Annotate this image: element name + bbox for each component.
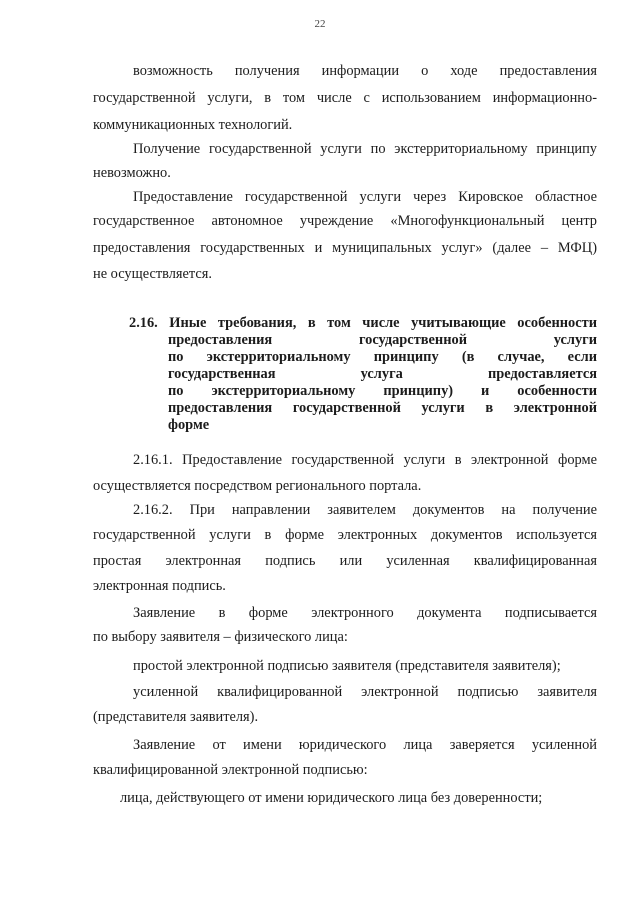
text-line: электронная подпись.: [93, 578, 226, 594]
text-line: (представителя заявителя).: [93, 709, 259, 725]
text-line: квалифицированной электронной подписью:: [93, 762, 368, 778]
text-line: Предоставление государственной услуги через Кировское областное: [133, 189, 597, 205]
text-line: лица, действующего от имени юридического лица без доверенности;: [120, 790, 543, 806]
text-line: коммуникационных технологий.: [93, 117, 293, 133]
text-line: простая электронная подпись или усиленная квалифицированная: [93, 553, 597, 569]
text-line: не осуществляется.: [93, 266, 212, 282]
text-line: усиленной квалифицированной электронной подписью заявителя: [133, 684, 597, 700]
text-line: государственной услуги в форме электронных документов используется: [93, 527, 597, 543]
page-number: 22: [314, 18, 326, 30]
text-line: Заявление от имени юридического лица заверяется усиленной: [133, 737, 597, 753]
section-heading: 2.16. Иные требования, в том числе учитывающие особенности: [129, 315, 597, 331]
text-line: 2.16.2. При направлении заявителем документов на получение: [133, 502, 597, 518]
section-heading: предоставления государственной услуги в электронной: [168, 400, 597, 416]
section-heading: по экстерриториальному принципу (в случае, если: [168, 349, 597, 365]
section-heading: форме: [168, 417, 210, 433]
text-line: государственной услуги, в том числе с использованием информационно-: [93, 90, 597, 106]
text-line: 2.16.1. Предоставление государственной услуги в электронной форме: [133, 452, 597, 468]
text-line: осуществляется посредством регионального портала.: [93, 478, 422, 494]
section-heading: предоставления государственной услуги: [168, 332, 597, 348]
text-line: простой электронной подписью заявителя (представителя заявителя);: [133, 658, 561, 674]
text-line: по выбору заявителя – физического лица:: [93, 629, 348, 645]
text-line: невозможно.: [93, 165, 171, 181]
text-line: Заявление в форме электронного документа подписывается: [133, 605, 597, 621]
text-line: государственное автономное учреждение «Многофункциональный центр: [93, 213, 597, 229]
section-heading: государственная услуга предоставляется: [168, 366, 597, 382]
text-line: Получение государственной услуги по экстерриториальному принципу: [133, 141, 597, 157]
text-line: предоставления государственных и муниципальных услуг» (далее – МФЦ): [93, 240, 597, 256]
section-heading: по экстерриториальному принципу) и особенности: [168, 383, 597, 399]
text-line: возможность получения информации о ходе предоставления: [133, 63, 597, 79]
